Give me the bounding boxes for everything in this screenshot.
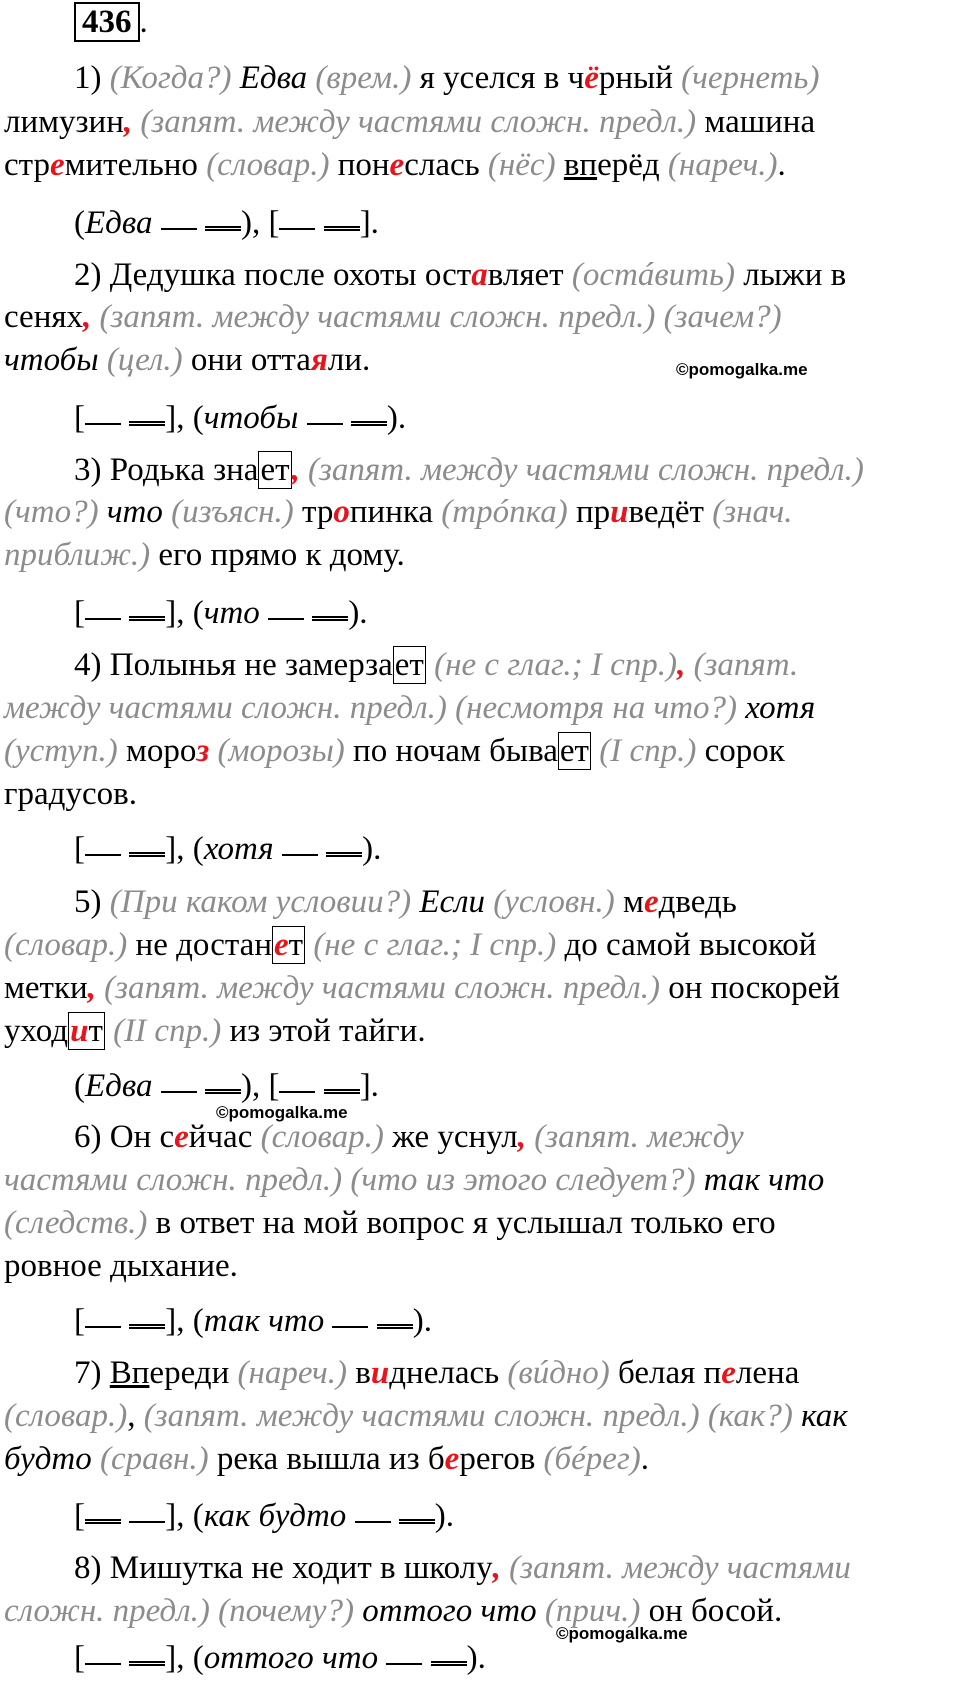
s3-note: (запят. между частями сложн. предл.) <box>308 452 864 488</box>
s6-scheme <box>74 1301 432 1341</box>
s1-text: мительно <box>64 147 198 183</box>
s4-ending-box: ет <box>559 733 589 769</box>
s3-note: (изъясн.) <box>171 494 294 530</box>
s5-question: (При каком условии?) <box>109 884 412 920</box>
s3-text: ведёт <box>628 494 704 530</box>
s2-conjunction: чтобы <box>4 342 99 378</box>
s6-comma: , <box>517 1119 526 1155</box>
scheme-part: ), [ <box>240 1068 280 1104</box>
s1-note: (врем.) <box>315 60 412 96</box>
s5-text: уход <box>4 1013 69 1049</box>
s2-line-2 <box>4 297 782 337</box>
s5-text: метки <box>4 970 88 1006</box>
subject-line <box>85 1325 121 1328</box>
s5-comma: , <box>87 970 96 1006</box>
s5-text: не достан <box>135 927 272 963</box>
scheme-part: ). <box>466 1640 486 1676</box>
s5-ending-box: т <box>288 927 304 963</box>
s6-conjunction: так что <box>703 1162 825 1198</box>
s6-text: Он с <box>109 1119 175 1155</box>
scheme-part: ]. <box>359 1068 379 1104</box>
s7-letter: е <box>721 1355 736 1391</box>
s3-conjunction: что <box>106 494 163 530</box>
s4-line-2 <box>4 688 815 728</box>
subject-line <box>282 853 318 856</box>
s2-letter: а <box>471 257 488 293</box>
predicate-line <box>326 848 362 857</box>
s1-question: (Когда?) <box>109 60 232 96</box>
scheme-part: ( <box>74 205 85 241</box>
scheme-part: ], ( <box>165 1498 204 1534</box>
scheme-part: ( <box>74 1068 85 1104</box>
s5-text: из этой тайги. <box>229 1013 426 1049</box>
s2-text: они отта <box>190 342 311 378</box>
s7-comma: , <box>127 1398 136 1434</box>
s5-letter: е <box>273 927 289 963</box>
scheme-part: ], ( <box>165 595 204 631</box>
scheme-part: ], ( <box>165 400 204 436</box>
s3-text: пинка <box>349 494 434 530</box>
s5-note: (условн.) <box>493 884 615 920</box>
s3-question: (что?) <box>4 494 99 530</box>
s8-scheme <box>74 1638 486 1678</box>
s5-letter: и <box>70 1013 89 1049</box>
subject-line <box>268 617 304 620</box>
s3-ending-box: ет <box>260 452 290 488</box>
scheme-part: ], ( <box>165 1640 204 1676</box>
s5-note: (запят. между частями сложн. предл.) <box>104 970 660 1006</box>
s8-text: он босой. <box>648 1593 783 1629</box>
s1-note: (запят. между частями сложн. предл.) <box>140 104 697 140</box>
s2-letter: я <box>310 342 328 378</box>
subject-line <box>355 1520 391 1523</box>
s3-text: его прямо к дому. <box>158 537 405 573</box>
watermark: ©pomogalka.me <box>676 360 808 379</box>
predicate-line <box>129 1320 165 1329</box>
predicate-line <box>399 1515 435 1524</box>
exercise-number-box: 436 <box>74 2 140 42</box>
s5-text: м <box>623 884 644 920</box>
s7-text: ереди <box>149 1355 230 1391</box>
s1-number: 1) <box>74 60 102 96</box>
s4-comma: , <box>677 647 686 683</box>
s5-conjunction: Если <box>419 884 486 920</box>
predicate-line <box>324 1085 360 1094</box>
subject-line <box>161 227 197 230</box>
s7-note: (нареч.) <box>237 1355 348 1391</box>
s6-letter: е <box>174 1119 189 1155</box>
s7-number: 7) <box>74 1355 102 1391</box>
s4-text: Полынья не замерза <box>109 647 393 683</box>
scheme-conjunction: Едва <box>85 205 153 241</box>
s1-text: я уселся в ч <box>419 60 585 96</box>
s8-text: Мишутка не ходит в школу <box>109 1550 493 1586</box>
s8-note: (прич.) <box>544 1593 641 1629</box>
s1-text: машина <box>704 104 816 140</box>
predicate-line <box>129 417 165 426</box>
s6-line-1 <box>74 1117 744 1157</box>
s7-scheme <box>74 1496 454 1536</box>
s2-text: лыжи в <box>743 257 847 293</box>
subject-line <box>129 1520 165 1523</box>
s1-line-2 <box>4 102 815 142</box>
scheme-part: [ <box>74 595 85 631</box>
predicate-line <box>205 222 241 231</box>
s1-note: (нёс) <box>487 147 556 183</box>
s6-number: 6) <box>74 1119 102 1155</box>
s1-note: (нареч.) <box>667 147 778 183</box>
predicate-line <box>431 1657 467 1666</box>
s7-conjunction: будто <box>4 1441 92 1477</box>
s2-text: сенях <box>4 299 84 335</box>
s4-line-1 <box>74 645 798 685</box>
s8-line-1 <box>74 1548 851 1588</box>
s3-comma: , <box>291 452 300 488</box>
s1-text: рный <box>598 60 673 96</box>
s5-ending-box: т <box>88 1013 103 1049</box>
s4-note: (уступ.) <box>4 733 118 769</box>
predicate-line <box>129 612 165 621</box>
s1-note: (чернеть) <box>681 60 820 96</box>
s4-letter: з <box>196 733 210 769</box>
s4-note: (морозы) <box>217 733 345 769</box>
s5-text: он поскорей <box>668 970 840 1006</box>
subject-line <box>85 1662 121 1665</box>
s4-conjunction: хотя <box>745 690 816 726</box>
s4-text: сорок <box>704 733 785 769</box>
s5-line-1 <box>74 882 737 922</box>
s1-note: (словар.) <box>206 147 330 183</box>
s4-ending-box: ет <box>394 647 424 683</box>
subject-line <box>279 227 315 230</box>
s1-line-3 <box>4 145 786 185</box>
s3-letter: и <box>610 494 629 530</box>
s8-note: сложн. предл.) <box>4 1593 210 1629</box>
s7-note: (запят. между частями сложн. предл.) <box>143 1398 700 1434</box>
scheme-part: ]. <box>359 205 379 241</box>
s4-note: (запят. <box>693 647 799 683</box>
s2-note: (остáвить) <box>571 257 735 293</box>
s7-line-3 <box>4 1439 649 1479</box>
predicate-line <box>324 222 360 231</box>
subject-line <box>332 1325 368 1328</box>
s2-line-1 <box>74 255 846 295</box>
subject-line <box>161 1090 197 1093</box>
exercise-dot: . <box>139 4 148 40</box>
s5-text: до самой высокой <box>564 927 817 963</box>
predicate-line <box>129 848 165 857</box>
s1-conjunction: Едва <box>239 60 308 96</box>
s5-letter: е <box>643 884 659 920</box>
s8-number: 8) <box>74 1550 102 1586</box>
s7-text: лена <box>735 1355 800 1391</box>
predicate-line <box>377 1320 413 1329</box>
subject-line <box>85 617 121 620</box>
s6-note: (следств.) <box>4 1205 148 1241</box>
s7-line-2 <box>4 1396 848 1436</box>
s6-text: же уснул <box>392 1119 518 1155</box>
s6-text: ровное дыхание. <box>4 1248 238 1284</box>
s2-text: ли. <box>327 342 371 378</box>
s5-scheme <box>74 1066 379 1106</box>
s1-comma: , <box>123 104 133 140</box>
s4-line-4 <box>4 774 137 814</box>
s2-question: (зачем?) <box>663 299 782 335</box>
s1-prefix: вп <box>563 147 598 183</box>
scheme-conjunction: как будто <box>203 1498 347 1534</box>
s3-note: (знач. <box>712 494 793 530</box>
s2-scheme <box>74 398 406 438</box>
s2-comma: , <box>83 299 92 335</box>
s1-text: ерёд <box>597 147 660 183</box>
s4-number: 4) <box>74 647 102 683</box>
s7-text: в <box>355 1355 371 1391</box>
predicate-line <box>205 1085 241 1094</box>
s5-line-2 <box>4 925 816 965</box>
scheme-part: ). <box>362 831 382 867</box>
scheme-conjunction: чтобы <box>203 400 299 436</box>
s3-number: 3) <box>74 452 102 488</box>
scheme-conjunction: так что <box>203 1303 325 1339</box>
s7-prefix: Вп <box>109 1355 150 1391</box>
s7-text: . <box>640 1441 650 1477</box>
predicate-line <box>129 1657 165 1666</box>
s4-question: (несмотря на что?) <box>455 690 738 726</box>
exercise-number <box>74 2 148 42</box>
s6-note: частями сложн. предл.) <box>4 1162 343 1198</box>
s1-line-1 <box>74 58 819 98</box>
s7-question: (как?) <box>707 1398 793 1434</box>
watermark: ©pomogalka.me <box>556 1624 688 1643</box>
s7-note: (бéрег) <box>543 1441 641 1477</box>
s3-text: Родька зна <box>109 452 259 488</box>
predicate-line <box>351 417 387 426</box>
subject-line <box>85 853 121 856</box>
subject-line <box>85 422 121 425</box>
scheme-conjunction: Едва <box>85 1068 153 1104</box>
s7-text: белая п <box>618 1355 722 1391</box>
s1-text: стр <box>4 147 50 183</box>
s4-note: между частями сложн. предл.) <box>4 690 447 726</box>
s5-text: дведь <box>658 884 737 920</box>
scheme-part: [ <box>74 1640 85 1676</box>
s1-text: . <box>777 147 786 183</box>
subject-line <box>279 1090 315 1093</box>
scheme-part: [ <box>74 1303 85 1339</box>
scheme-part: [ <box>74 400 85 436</box>
s4-note: (I спр.) <box>599 733 697 769</box>
subject-line <box>386 1662 422 1665</box>
scheme-part: ], ( <box>165 1303 204 1339</box>
scheme-part: [ <box>74 831 85 867</box>
s2-text: Дедушка после охоты ост <box>109 257 472 293</box>
s5-number: 5) <box>74 884 102 920</box>
s7-text: регов <box>459 1441 536 1477</box>
s4-text: по ночам быва <box>353 733 558 769</box>
s4-scheme <box>74 829 381 869</box>
s5-note: (II спр.) <box>113 1013 222 1049</box>
s8-conjunction: оттого что <box>362 1593 537 1629</box>
s5-line-3 <box>4 968 840 1008</box>
s1-scheme <box>74 203 379 243</box>
scheme-part: ). <box>434 1498 455 1534</box>
s3-note: приближ.) <box>4 537 151 573</box>
scheme-conjunction: хотя <box>203 831 274 867</box>
scheme-part: ). <box>386 400 407 436</box>
s2-text: вляет <box>487 257 564 293</box>
s3-line-3 <box>4 535 405 575</box>
s7-note: (вúдно) <box>507 1355 610 1391</box>
scheme-part: ], ( <box>165 831 204 867</box>
s6-line-2 <box>4 1160 824 1200</box>
s1-text: слась <box>404 147 480 183</box>
s5-note: (не с глаг.; I спр.) <box>313 927 557 963</box>
s6-text: йчас <box>188 1119 253 1155</box>
s1-letter: ё <box>584 60 599 96</box>
s8-note: (запят. между частями <box>509 1550 851 1586</box>
s2-line-3 <box>4 340 370 380</box>
s4-text: градусов. <box>4 776 137 812</box>
s6-note: (запят. между <box>534 1119 744 1155</box>
s1-letter: е <box>49 147 65 183</box>
s8-question: (почему?) <box>218 1593 354 1629</box>
s7-conjunction: как <box>801 1398 848 1434</box>
s2-note: (запят. между частями сложн. предл.) <box>99 299 656 335</box>
s7-note: (сравн.) <box>100 1441 209 1477</box>
s3-letter: о <box>333 494 350 530</box>
scheme-part: ), [ <box>240 205 280 241</box>
scheme-conjunction: оттого что <box>203 1640 379 1676</box>
s3-prefix: пр <box>575 494 611 530</box>
s4-note: (не с глаг.; I спр.) <box>434 647 678 683</box>
s6-line-3 <box>4 1203 776 1243</box>
s4-text: моро <box>125 733 197 769</box>
s1-text: лимузин <box>4 104 124 140</box>
predicate-line <box>85 1515 121 1524</box>
scheme-conjunction: что <box>203 595 260 631</box>
s7-text: днелась <box>389 1355 500 1391</box>
s3-line-2 <box>4 492 793 532</box>
s6-question: (что из этого следует?) <box>350 1162 696 1198</box>
subject-line <box>307 422 343 425</box>
s3-line-1 <box>74 450 864 490</box>
s2-number: 2) <box>74 257 102 293</box>
s5-line-4 <box>4 1011 426 1051</box>
scheme-part: ). <box>348 595 368 631</box>
s3-scheme <box>74 593 368 633</box>
s7-text: река вышла из б <box>216 1441 445 1477</box>
scheme-part: [ <box>74 1498 85 1534</box>
s6-text: в ответ на мой вопрос я услышал только его <box>155 1205 776 1241</box>
s6-line-4 <box>4 1246 238 1286</box>
s1-letter: е <box>389 147 405 183</box>
s7-letter: е <box>444 1441 460 1477</box>
s8-comma: , <box>492 1550 501 1586</box>
predicate-line <box>312 612 348 621</box>
s2-note: (цел.) <box>106 342 183 378</box>
s5-note: (словар.) <box>4 927 128 963</box>
s3-note: (трóпка) <box>441 494 568 530</box>
s3-text: тр <box>302 494 334 530</box>
scheme-part: ). <box>412 1303 432 1339</box>
s6-note: (словар.) <box>260 1119 384 1155</box>
watermark: ©pomogalka.me <box>216 1103 348 1122</box>
s7-letter: и <box>370 1355 390 1391</box>
s7-line-1 <box>74 1353 799 1393</box>
s4-line-3 <box>4 731 785 771</box>
s1-text: пон <box>337 147 390 183</box>
s7-note: (словар.) <box>4 1398 128 1434</box>
